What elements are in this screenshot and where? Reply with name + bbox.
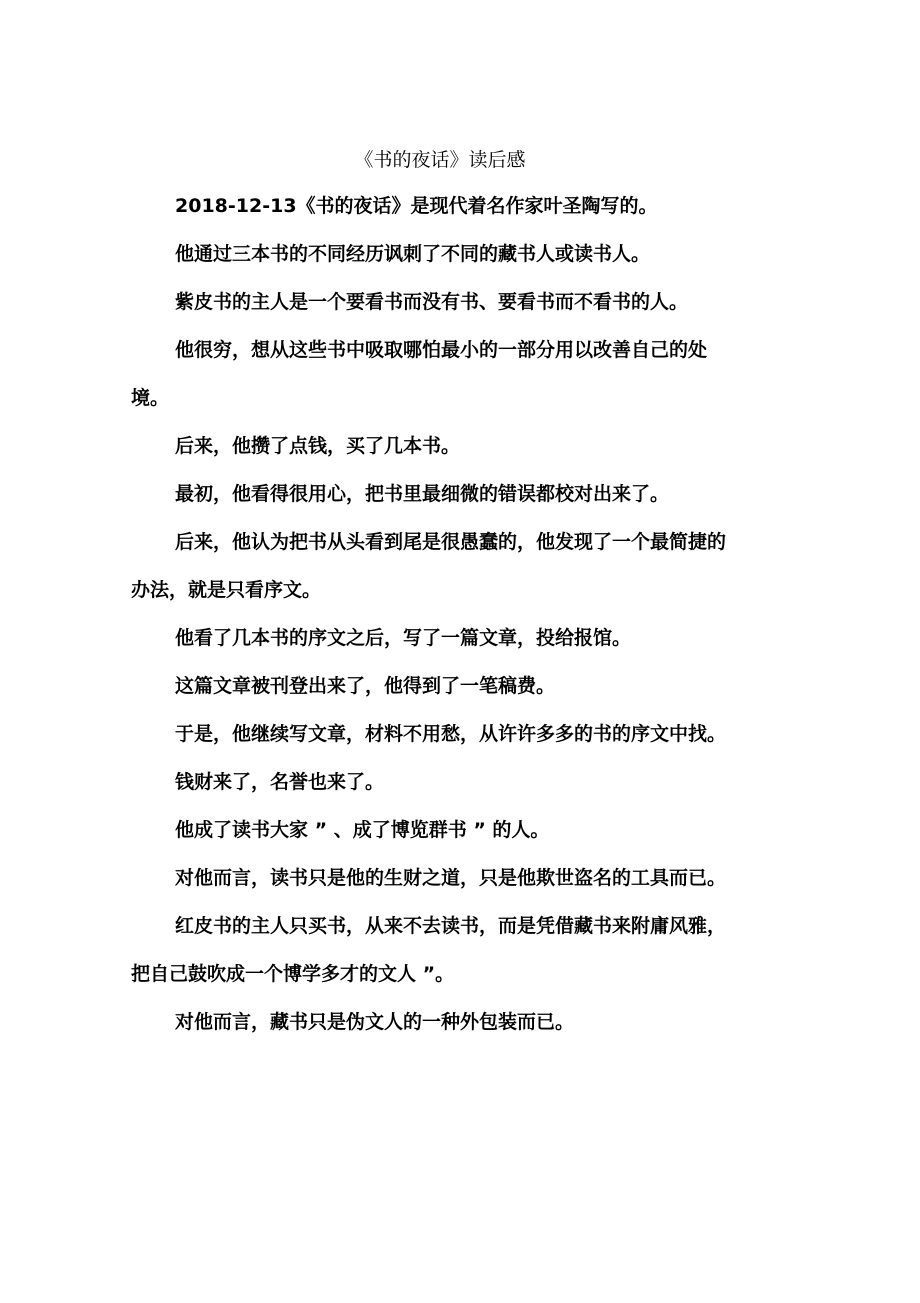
paragraph: 对他而言，藏书只是伪文人的一种外包装而已。 — [175, 1011, 575, 1033]
paragraph: 这篇文章被刊登出来了，他得到了一笔稿费。 — [175, 675, 556, 697]
paragraph: 他通过三本书的不同经历讽刺了不同的藏书人或读书人。 — [175, 243, 651, 265]
paragraph: 最初，他看得很用心，把书里最细微的错误都校对出来了。 — [175, 483, 670, 505]
paragraph: 他成了读书大家 ” 、成了博览群书 ” 的人。 — [175, 819, 550, 841]
paragraph: 他很穷，想从这些书中吸取哪怕最小的一部分用以改善自己的处境。 — [131, 339, 708, 409]
paragraph: 于是，他继续写文章，材料不用愁，从许许多多的书的序文中找。 — [175, 723, 727, 745]
paragraph: 钱财来了，名誉也来了。 — [175, 771, 385, 793]
paragraph: 紫皮书的主人是一个要看书而没有书、要看书而不看书的人。 — [175, 291, 689, 313]
paragraph: 后来，他攒了点钱，买了几本书。 — [175, 435, 461, 457]
paragraph: 红皮书的主人只买书，从来不去读书，而是凭借藏书来附庸风雅，把自己鼓吹成一个博学多才的文人 ”。 — [131, 915, 727, 985]
document-title: 《书的夜话》读后感 — [354, 149, 526, 171]
paragraph: 对他而言，读书只是他的生财之道，只是他欺世盗名的工具而已。 — [175, 867, 727, 889]
paragraph: 他看了几本书的序文之后，写了一篇文章，投给报馆。 — [175, 627, 632, 649]
paragraph: 后来，他认为把书从头看到尾是很愚蠢的，他发现了一个最简捷的办法，就是只看序文。 — [131, 531, 727, 601]
document-body — [131, 194, 741, 1058]
paragraph: 2018-12-13《书的夜话》是现代着名作家叶圣陶写的。 — [175, 195, 658, 217]
